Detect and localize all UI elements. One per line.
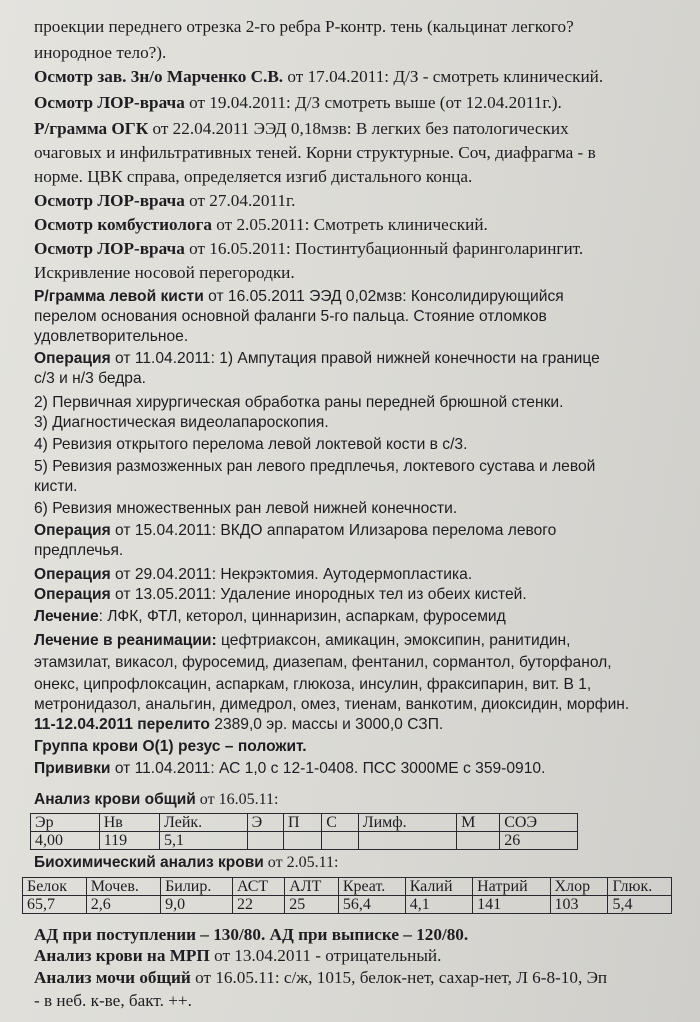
line-text: проекции переднего отрезка 2-го ребра Р-контр. тень (кальцинат легкого? xyxy=(34,17,574,36)
report-line xyxy=(34,369,146,389)
biochem-caption: Биохимический анализ крови от 2.05.11: xyxy=(34,854,339,871)
table-cell xyxy=(284,832,322,850)
bold-heading: Р/грамма левой кисти xyxy=(34,288,204,305)
table-header-cell: Э xyxy=(247,814,283,832)
line-text: : ЛФК, ФТЛ, кеторол, циннаризин, аспаркам, фуросемид xyxy=(98,608,506,625)
table-header-cell: АЛТ xyxy=(285,878,339,896)
report-line xyxy=(34,585,527,605)
report-line xyxy=(34,393,563,413)
table-cell xyxy=(322,832,359,850)
line-text: от 19.04.2011: Д/З смотреть выше (от 12.04.2011г.). xyxy=(184,93,562,112)
report-line xyxy=(34,631,571,651)
table-cell: 5,1 xyxy=(159,832,247,850)
table-header-cell: АСТ xyxy=(232,878,284,896)
line-text: от 17.04.2011: Д/З - смотреть клинический. xyxy=(283,67,604,86)
footer-line xyxy=(34,946,441,966)
bold-heading: Осмотр ЛОР-врача xyxy=(34,93,185,112)
table-cell: 26 xyxy=(500,832,578,850)
table-header-cell: Натрий xyxy=(473,878,550,896)
table-header-cell: П xyxy=(284,814,322,832)
table-header-cell: Белок xyxy=(23,878,87,896)
line-text: от 22.04.2011 ЭЭД 0,18мзв: В легких без патологических xyxy=(148,119,569,138)
bold-heading: Прививки xyxy=(34,760,111,777)
line-text: 2389,0 эр. массы и 3000,0 СЗП. xyxy=(209,716,444,733)
line-text: от 16.05.2011 ЭЭД 0,02мзв: Консолидирующийся xyxy=(203,288,564,305)
table-cell xyxy=(358,832,456,850)
bold-heading: Операция xyxy=(34,566,111,583)
table-header-cell: М xyxy=(457,814,500,832)
table-cell: 22 xyxy=(232,896,284,914)
report-line xyxy=(34,191,295,211)
table-header-cell: Лейк. xyxy=(159,814,247,832)
report-line xyxy=(34,737,307,757)
report-line xyxy=(34,327,188,347)
bold-heading: Анализ мочи общий xyxy=(34,968,191,987)
report-line xyxy=(34,607,506,627)
table-cell: 4,00 xyxy=(31,832,100,850)
line-text: от 11.04.2011: 1) Ампутация правой нижней конечности на границе xyxy=(110,350,600,367)
line-text: от 13.05.2011: Удаление инородных тел из обеих кистей. xyxy=(110,586,527,603)
table-header-cell: Креат. xyxy=(338,878,405,896)
table-cell: 2,6 xyxy=(86,896,160,914)
line-text: этамзилат, викасол, фуросемид, диазепам, фентанил, сормантол, буторфанол, xyxy=(34,654,612,671)
line-text: с/3 и н/3 бедра. xyxy=(34,370,146,387)
cbc-caption: Анализ крови общий от 16.05.11: xyxy=(34,791,279,808)
bold-heading: Р/грамма ОГК xyxy=(34,119,149,138)
line-text: очаговых и инфильтративных теней. Корни структурные. Соч, диафрагма - в xyxy=(34,143,596,162)
bold-heading: АД при поступлении – 130/80. АД при выписке – 120/80. xyxy=(34,925,469,944)
line-text: перелом основания основной фаланги 5-го пальца. Стояние отломков xyxy=(34,308,547,325)
line-text: 2) Первичная хирургическая обработка раны передней брюшной стенки. xyxy=(34,394,564,411)
report-line xyxy=(34,167,472,187)
report-line xyxy=(34,675,591,695)
report-line xyxy=(34,499,457,519)
table-header-cell: СОЭ xyxy=(500,814,578,832)
footer-line xyxy=(34,991,192,1011)
line-text: 3) Диагностическая видеолапароскопия. xyxy=(34,414,329,431)
report-line xyxy=(34,541,123,561)
line-text: от 15.04.2011: ВКДО аппаратом Илизарова перелома левого xyxy=(110,522,557,539)
line-text: инородное тело?). xyxy=(34,43,167,62)
bold-heading: Операция xyxy=(34,522,111,539)
table-cell: 119 xyxy=(99,832,159,850)
report-line xyxy=(34,17,574,37)
line-text: цефтриаксон, амикацин, эмоксипин, ранитидин, xyxy=(216,632,571,649)
report-line xyxy=(34,67,603,87)
report-line xyxy=(34,239,583,259)
report-line xyxy=(34,215,488,235)
line-text: норме. ЦВК справа, определяется изгиб дистального конца. xyxy=(34,167,473,186)
bold-heading: Осмотр ЛОР-врача xyxy=(34,191,185,210)
line-text: от 16.05.11: с/ж, 1015, белок-нет, сахар-нет, Л 6-8-10, Эп xyxy=(190,968,608,987)
table-cell: 5,4 xyxy=(608,896,672,914)
report-line xyxy=(34,565,472,585)
line-text: удовлетворительное. xyxy=(34,328,189,345)
line-text: 4) Ревизия открытого перелома левой локтевой кости в с/3. xyxy=(34,436,468,453)
table-header-cell: Мочев. xyxy=(86,878,160,896)
table-cell: 141 xyxy=(473,896,550,914)
line-text: от 16.05.2011: Постинтубационный фаринголарингит. xyxy=(184,239,584,258)
report-line xyxy=(34,143,596,163)
report-line xyxy=(34,287,564,307)
line-text: - в неб. к-ве, бакт. ++. xyxy=(34,991,192,1010)
bold-heading: Анализ крови на МРП xyxy=(34,946,210,965)
biochem-table xyxy=(22,877,672,914)
report-line xyxy=(34,349,600,369)
line-text: предплечья. xyxy=(34,542,124,559)
line-text: 6) Ревизия множественных ран левой нижней конечности. xyxy=(34,500,458,517)
line-text: от 29.04.2011: Некрэктомия. Аутодермопластика. xyxy=(110,566,473,583)
bold-heading: Операция xyxy=(34,586,111,603)
report-line xyxy=(34,413,329,433)
line-text: от 13.04.2011 - отрицательный. xyxy=(209,946,442,965)
report-line xyxy=(34,435,467,455)
report-line xyxy=(34,307,547,327)
table-header-cell: Хлор xyxy=(550,878,608,896)
table-cell: 65,7 xyxy=(23,896,87,914)
table-cell: 103 xyxy=(550,896,608,914)
report-line xyxy=(34,477,78,497)
bold-heading: Группа крови О(1) резус – положит. xyxy=(34,738,307,755)
table-header-cell: Эр xyxy=(31,814,100,832)
table-cell xyxy=(457,832,500,850)
report-line xyxy=(34,695,629,715)
bold-heading: Осмотр ЛОР-врача xyxy=(34,239,185,258)
table-header-cell: Билир. xyxy=(161,878,233,896)
line-text: Искривление носовой перегородки. xyxy=(34,263,295,282)
footer-line xyxy=(34,968,607,988)
line-text: от 2.05.2011: Смотреть клинический. xyxy=(211,215,488,234)
report-line xyxy=(34,119,569,139)
report-line xyxy=(34,43,166,63)
line-text: от 27.04.2011г. xyxy=(184,191,296,210)
table-cell xyxy=(247,832,283,850)
report-line xyxy=(34,93,562,113)
bold-heading: Осмотр комбустиолога xyxy=(34,215,212,234)
table-header-cell: С xyxy=(322,814,359,832)
line-text: онекс, ципрофлоксацин, аспаркам, глюкоза, инсулин, фраксипарин, вит. В 1, xyxy=(34,676,592,693)
line-text: метронидазол, анальгин, димедрол, омез, тиенам, ванкотим, диоксидин, морфин. xyxy=(34,696,630,713)
table-cell: 9,0 xyxy=(161,896,233,914)
bold-heading: 11-12.04.2011 перелито xyxy=(34,716,210,733)
report-line xyxy=(34,759,545,779)
report-line xyxy=(34,715,443,735)
line-text: от 11.04.2011: АС 1,0 с 12-1-0408. ПСС 3000МЕ с 359-0910. xyxy=(110,760,546,777)
report-line xyxy=(34,653,612,673)
table-header-cell: Лимф. xyxy=(358,814,456,832)
table-header-cell: Нв xyxy=(99,814,159,832)
line-text: кисти. xyxy=(34,478,78,495)
bold-heading: Лечение в реанимации: xyxy=(34,632,217,649)
table-cell: 25 xyxy=(285,896,339,914)
report-line xyxy=(34,457,595,477)
bold-heading: Лечение xyxy=(34,608,99,625)
report-line xyxy=(34,263,295,283)
footer-line xyxy=(34,925,468,945)
cbc-table xyxy=(30,813,578,850)
line-text: 5) Ревизия размозженных ран левого предплечья, локтевого сустава и левой xyxy=(34,458,596,475)
table-cell: 4,1 xyxy=(405,896,472,914)
table-cell: 56,4 xyxy=(338,896,405,914)
report-line xyxy=(34,521,556,541)
bold-heading: Осмотр зав. 3н/о Марченко С.В. xyxy=(34,67,284,86)
table-header-cell: Калий xyxy=(405,878,472,896)
table-header-cell: Глюк. xyxy=(608,878,672,896)
bold-heading: Операция xyxy=(34,350,111,367)
